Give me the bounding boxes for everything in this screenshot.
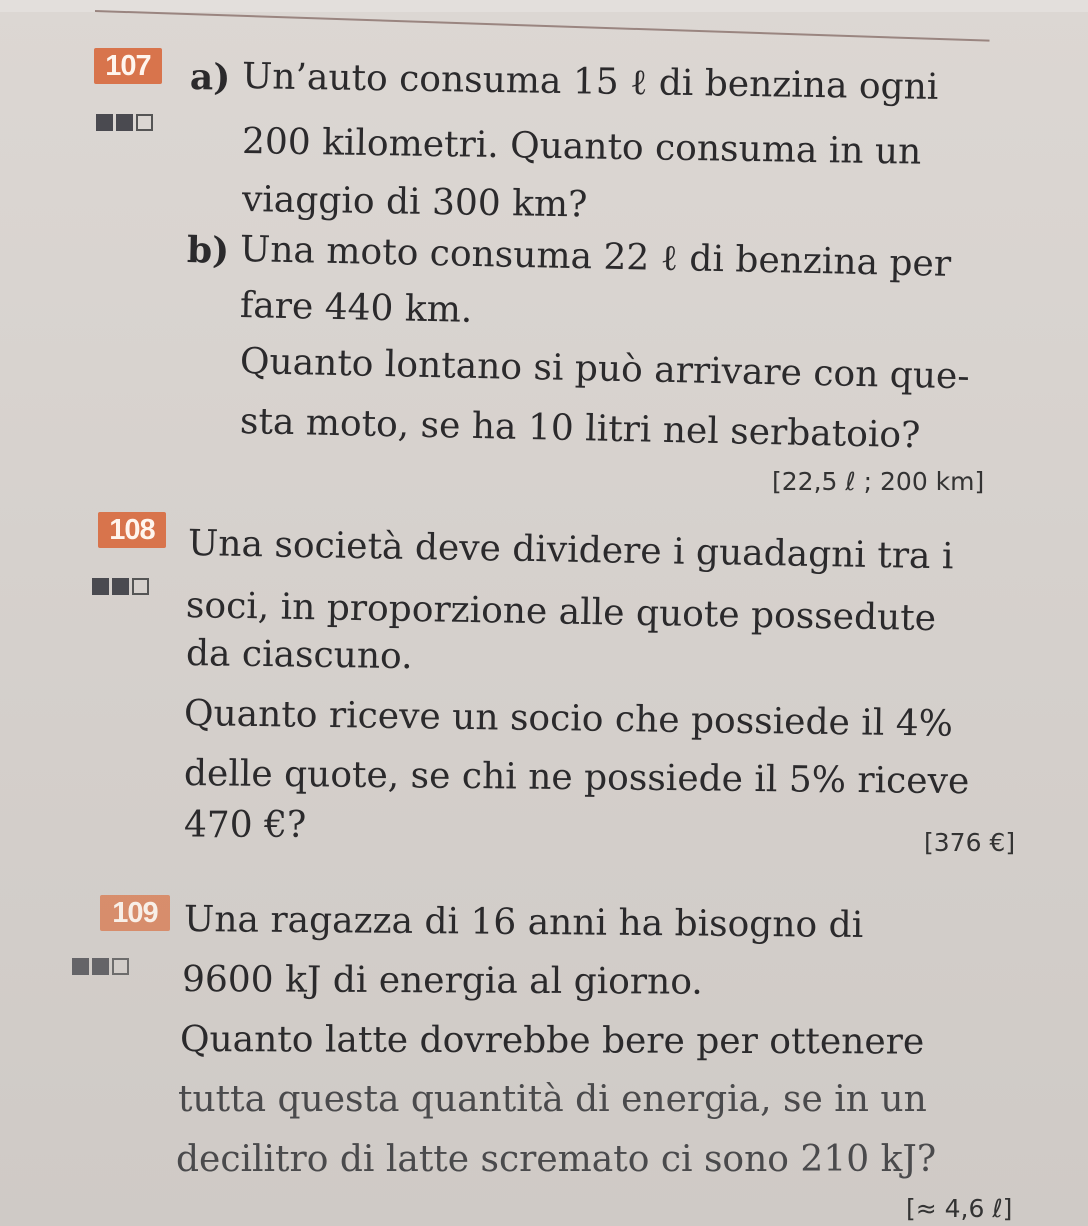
exercise-answer: [22,5 ℓ ; 200 km] — [772, 467, 985, 496]
difficulty-square-filled — [112, 578, 129, 595]
difficulty-square-filled — [96, 114, 113, 131]
exercise-text-line: Una moto consuma 22 ℓ di benzina per — [239, 229, 952, 285]
exercise-number-badge: 108 — [98, 512, 166, 548]
exercise-text-line: Una società deve dividere i guadagni tra i — [187, 523, 954, 578]
exercise-text-line: tutta questa quantità di energia, se in un — [178, 1079, 927, 1120]
exercise-text-line: Quanto riceve un socio che possiede il 4% — [183, 693, 954, 745]
exercise-number-badge: 107 — [94, 48, 162, 84]
difficulty-indicator — [96, 114, 153, 131]
exercise-text-line: Quanto latte dovrebbe bere per ottenere — [179, 1019, 925, 1063]
exercise-text-line: da ciascuno. — [185, 633, 413, 678]
top-rule — [95, 10, 990, 42]
exercise-text-line: sta moto, se ha 10 litri nel serbatoio? — [239, 401, 921, 457]
difficulty-square-empty — [136, 114, 153, 131]
exercise-text-line: Un’auto consuma 15 ℓ di benzina ogni — [241, 56, 939, 108]
difficulty-square-filled — [116, 114, 133, 131]
difficulty-indicator — [72, 958, 129, 975]
exercise-text-line: 9600 kJ di energia al giorno. — [181, 959, 703, 1003]
exercise-answer: [376 €] — [924, 828, 1016, 857]
exercise-text-line: 470 €? — [184, 805, 307, 846]
exercise-answer: [≈ 4,6 ℓ] — [906, 1194, 1013, 1223]
exercise-part-label: a) — [189, 56, 231, 99]
exercise-text-line: Quanto lontano si può arrivare con que- — [239, 341, 970, 398]
difficulty-square-empty — [132, 578, 149, 595]
exercise-text-line: decilitro di latte scremato ci sono 210 kJ? — [176, 1139, 937, 1180]
difficulty-square-filled — [72, 958, 89, 975]
exercise-text-line: viaggio di 300 km? — [241, 179, 588, 226]
exercise-part-label: b) — [186, 229, 230, 272]
difficulty-square-filled — [92, 958, 109, 975]
difficulty-square-empty — [112, 958, 129, 975]
exercise-text-line: delle quote, se chi ne possiede il 5% riceve — [183, 753, 970, 803]
exercise-text-line: 200 kilometri. Quanto consuma in un — [241, 121, 922, 173]
exercise-text-line: Una ragazza di 16 anni ha bisogno di — [183, 899, 864, 946]
difficulty-square-filled — [92, 578, 109, 595]
exercise-text-line: soci, in proporzione alle quote possedute — [185, 585, 937, 640]
exercise-number-badge: 109 — [100, 895, 170, 931]
exercise-text-line: fare 440 km. — [239, 285, 473, 331]
page-top — [0, 0, 1088, 12]
difficulty-indicator — [92, 578, 149, 595]
